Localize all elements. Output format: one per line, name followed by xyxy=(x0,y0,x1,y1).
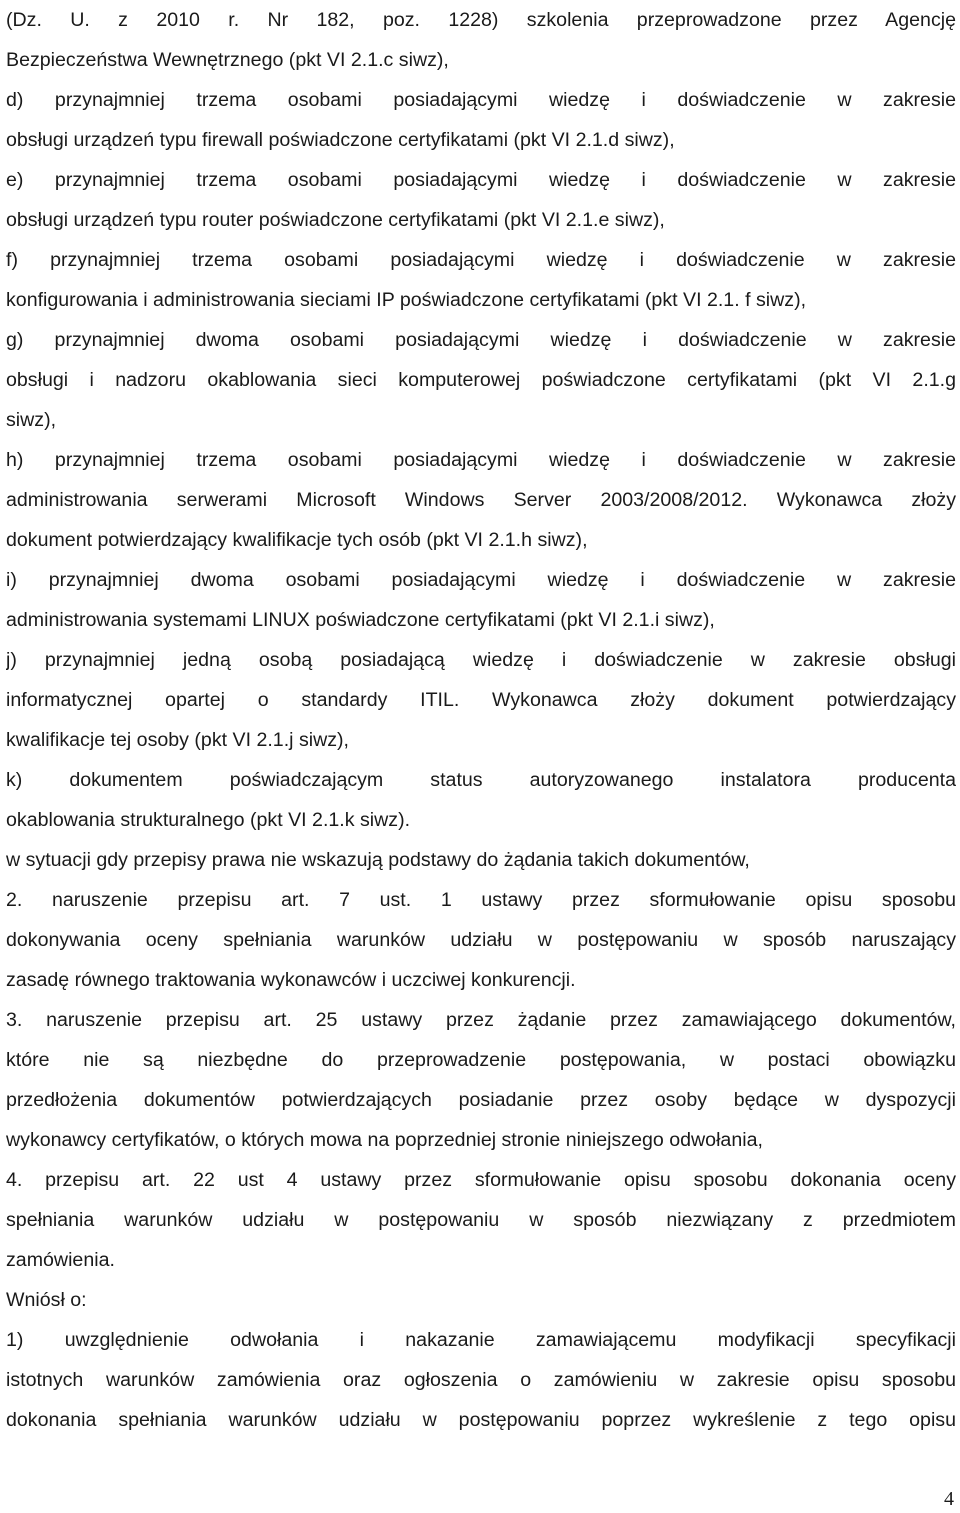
text-line: konfigurowania i administrowania sieciami IP poświadczone certyfikatami (pkt VI 2.1. f siwz), xyxy=(6,289,807,311)
text-line: zamówienia. xyxy=(6,1249,115,1271)
text-line: Bezpieczeństwa Wewnętrznego (pkt VI 2.1.c siwz), xyxy=(6,49,449,71)
text-line: j) przynajmniej jedną osobą posiadającą wiedzę i doświadczenie w zakresie obsługi xyxy=(6,649,956,671)
text-line: spełniania warunków udziału w postępowaniu w sposób niezwiązany z przedmiotem xyxy=(6,1209,956,1231)
text-line: h) przynajmniej trzema osobami posiadającymi wiedzę i doświadczenie w zakresie xyxy=(6,449,956,471)
text-line: k) dokumentem poświadczającym status autoryzowanego instalatora producenta xyxy=(6,769,956,791)
text-line: obsługi urządzeń typu firewall poświadczone certyfikatami (pkt VI 2.1.d siwz), xyxy=(6,129,675,151)
text-line: informatycznej opartej o standardy ITIL. Wykonawca złoży dokument potwierdzający xyxy=(6,689,956,711)
text-line: (Dz. U. z 2010 r. Nr 182, poz. 1228) szkolenia przeprowadzone przez Agencję xyxy=(6,9,956,31)
text-line: obsługi i nadzoru okablowania sieci komputerowej poświadczone certyfikatami (pkt VI 2.1.g xyxy=(6,369,956,391)
page-number: 4 xyxy=(944,1488,954,1510)
text-line: kwalifikacje tej osoby (pkt VI 2.1.j siwz), xyxy=(6,729,350,751)
text-line: i) przynajmniej dwoma osobami posiadającymi wiedzę i doświadczenie w zakresie xyxy=(6,569,956,591)
text-line: 1) uwzględnienie odwołania i nakazanie zamawiającemu modyfikacji specyfikacji xyxy=(6,1329,956,1351)
text-line: wykonawcy certyfikatów, o których mowa na poprzedniej stronie niniejszego odwołania, xyxy=(6,1129,763,1151)
text-line: administrowania serwerami Microsoft Windows Server 2003/2008/2012. Wykonawca złoży xyxy=(6,489,956,511)
text-line: g) przynajmniej dwoma osobami posiadającymi wiedzę i doświadczenie w zakresie xyxy=(6,329,956,351)
text-line: zasadę równego traktowania wykonawców i uczciwej konkurencji. xyxy=(6,969,576,991)
text-line: dokument potwierdzający kwalifikacje tych osób (pkt VI 2.1.h siwz), xyxy=(6,529,588,551)
text-line: 3. naruszenie przepisu art. 25 ustawy przez żądanie przez zamawiającego dokumentów, xyxy=(6,1009,956,1031)
text-line: f) przynajmniej trzema osobami posiadającymi wiedzę i doświadczenie w zakresie xyxy=(6,249,956,271)
text-line: istotnych warunków zamówienia oraz ogłoszenia o zamówieniu w zakresie opisu sposobu xyxy=(6,1369,956,1391)
text-line: dokonywania oceny spełniania warunków udziału w postępowaniu w sposób naruszający xyxy=(6,929,956,951)
text-line: które nie są niezbędne do przeprowadzenie postępowania, w postaci obowiązku xyxy=(6,1049,956,1071)
text-line: administrowania systemami LINUX poświadczone certyfikatami (pkt VI 2.1.i siwz), xyxy=(6,609,715,631)
text-line: e) przynajmniej trzema osobami posiadającymi wiedzę i doświadczenie w zakresie xyxy=(6,169,956,191)
text-line: 2. naruszenie przepisu art. 7 ust. 1 ustawy przez sformułowanie opisu sposobu xyxy=(6,889,956,911)
text-line: Wniósł o: xyxy=(6,1289,87,1311)
text-line: siwz), xyxy=(6,409,57,431)
text-line: d) przynajmniej trzema osobami posiadającymi wiedzę i doświadczenie w zakresie xyxy=(6,89,956,111)
text-line: w sytuacji gdy przepisy prawa nie wskazują podstawy do żądania takich dokumentów, xyxy=(6,849,750,871)
text-line: dokonania spełniania warunków udziału w postępowaniu poprzez wykreślenie z tego opisu xyxy=(6,1409,956,1431)
text-line: okablowania strukturalnego (pkt VI 2.1.k siwz). xyxy=(6,809,411,831)
text-line: przedłożenia dokumentów potwierdzających posiadanie przez osoby będące w dyspozycji xyxy=(6,1089,956,1111)
text-line: 4. przepisu art. 22 ust 4 ustawy przez sformułowanie opisu sposobu dokonania oceny xyxy=(6,1169,956,1191)
document-page xyxy=(6,0,956,1440)
text-line: obsługi urządzeń typu router poświadczone certyfikatami (pkt VI 2.1.e siwz), xyxy=(6,209,665,231)
